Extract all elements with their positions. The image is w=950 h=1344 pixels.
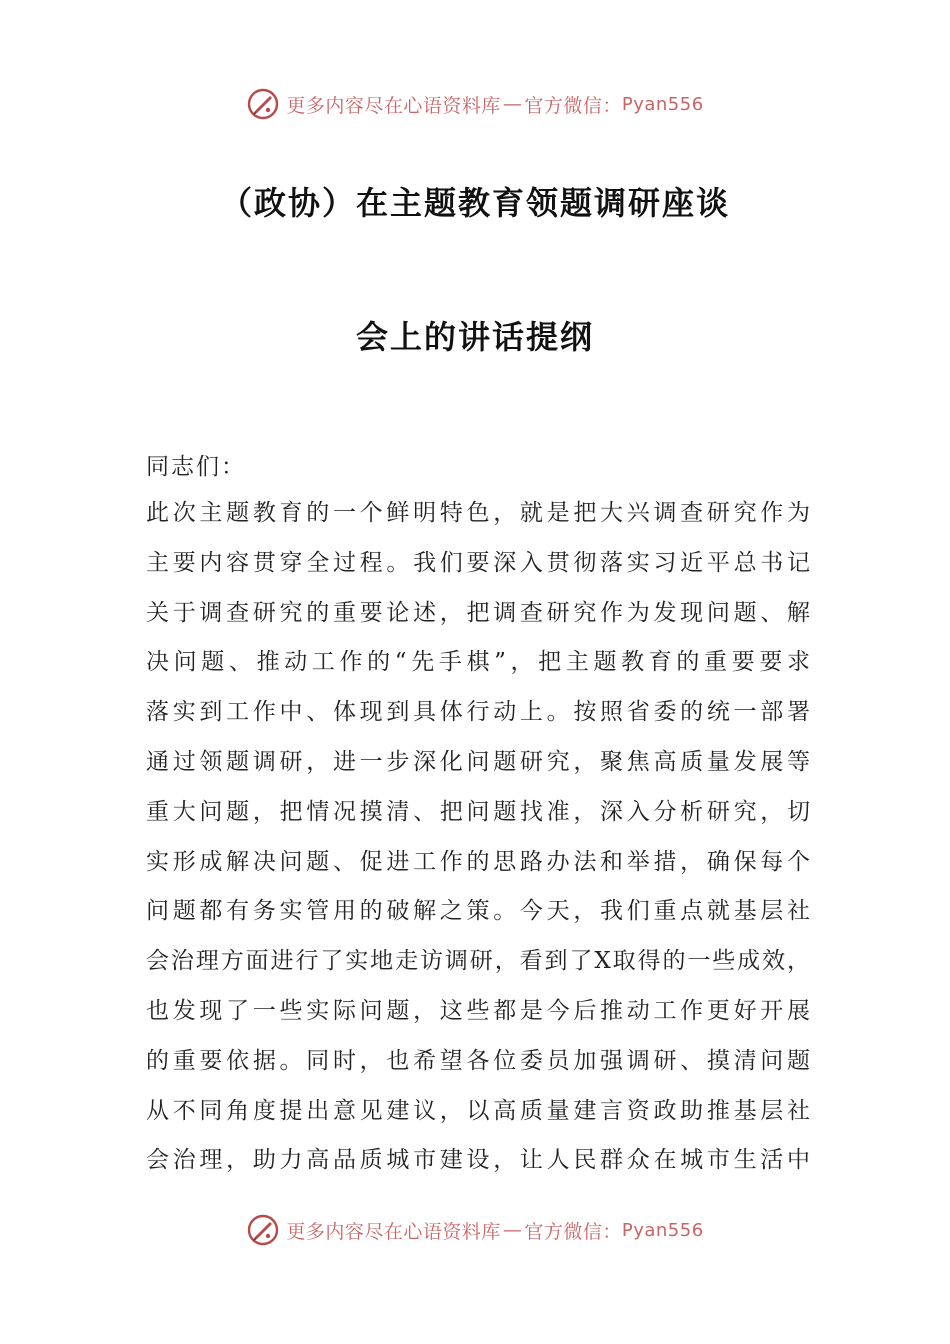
body-line: 决问题、推动工作的“先手棋”，把主题教育的重要要求 (146, 649, 810, 676)
body-line: 主要内容贯穿全过程。我们要深入贯彻落实习近平总书记 (146, 549, 810, 576)
body-line: 落实到工作中、体现到具体行动上。按照省委的统一部署 (146, 699, 810, 726)
header-watermark (0, 84, 950, 124)
body-line: 通过领题调研，进一步深化问题研究，聚焦高质量发展等 (146, 749, 810, 775)
body-line: 问题都有务实管用的破解之策。今天，我们重点就基层社 (146, 898, 810, 925)
salutation: 同志们： (146, 454, 246, 480)
watermark-text: 更多内容尽在心语资料库 (286, 1220, 501, 1243)
body-line: 此次主题教育的一个鲜明特色，就是把大兴调查研究作为 (146, 500, 810, 526)
pen-logo-icon (246, 1213, 280, 1247)
document-title-line2: 会上的讲话提纲 (355, 318, 594, 356)
watermark-separator: — (502, 93, 523, 115)
body-line: 会治理，助力高品质城市建设，让人民群众在城市生活中 (146, 1147, 810, 1174)
watermark-separator: — (502, 1219, 523, 1241)
watermark-text: 更多内容尽在心语资料库 (286, 94, 501, 117)
body-line: 也发现了一些实际问题，这些都是今后推动工作更好开展 (146, 998, 810, 1024)
watermark-wechat-id: Pyan556 (621, 93, 704, 115)
body-line: 重大问题，把情况摸清、把问题找准，深入分析研究，切 (146, 798, 810, 825)
body-line: 的重要依据。同时，也希望各位委员加强调研、摸清问题 (146, 1047, 810, 1074)
watermark-wechat-label: 官方微信： (524, 1220, 622, 1243)
body-line: 关于调查研究的重要论述，把调查研究作为发现问题、解 (146, 599, 810, 626)
body-line: 实形成解决问题、促进工作的思路办法和举措，确保每个 (146, 848, 810, 875)
pen-logo-icon (246, 87, 280, 121)
body-line: 从不同角度提出意见建议，以高质量建言资政助推基层社 (146, 1097, 810, 1124)
watermark-wechat-label: 官方微信： (524, 94, 622, 117)
footer-watermark (0, 1210, 950, 1250)
body-line: 会治理方面进行了实地走访调研，看到了X取得的一些成效， (146, 948, 810, 975)
watermark-wechat-id: Pyan556 (621, 1219, 704, 1241)
document-title-line1: （政协）在主题教育领题调研座谈 (219, 184, 730, 222)
